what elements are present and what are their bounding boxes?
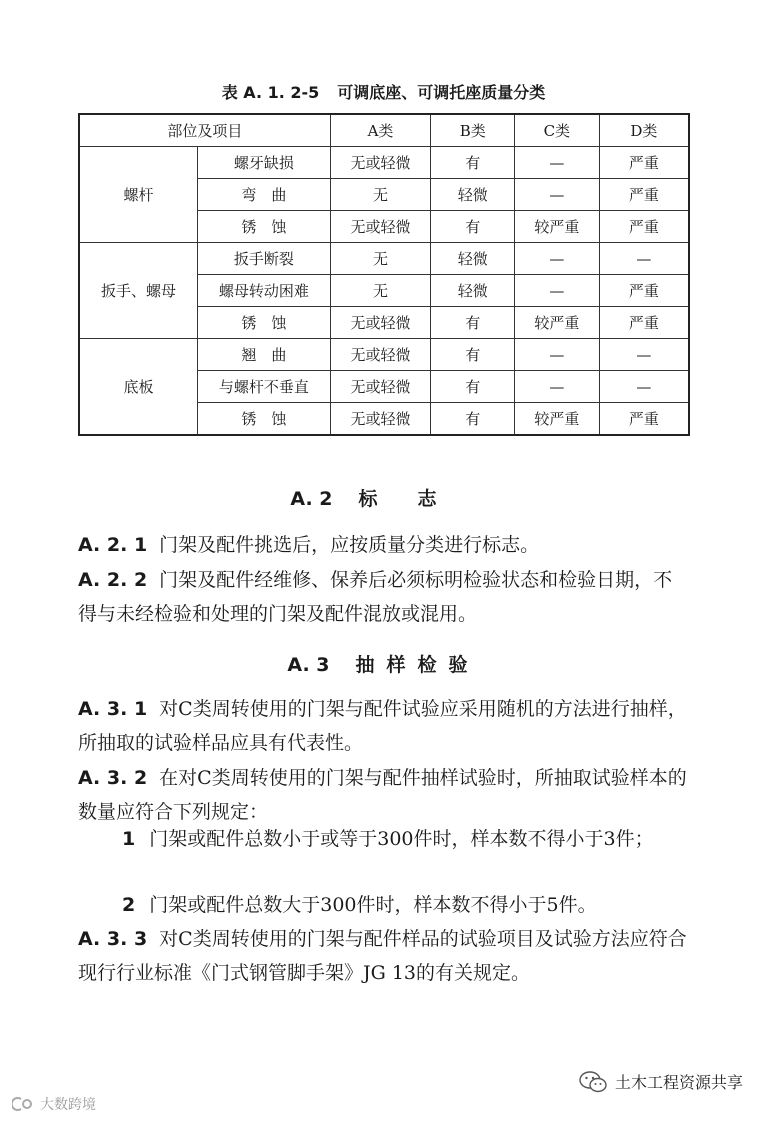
item-number: 1 [122,828,136,850]
table-row [79,339,689,371]
grade-b-cell: 有 [431,147,515,179]
grade-d-cell: — [599,371,689,403]
item-cell: 翘 曲 [198,339,331,371]
section-number: A. 2 [290,488,333,510]
grade-c-cell: — [515,275,600,307]
grade-b-cell: 轻微 [431,243,515,275]
grade-a-cell: 无或轻微 [330,403,431,436]
item-text: 门架或配件总数小于或等于300件时，样本数不得小于3件； [149,828,654,850]
table-title [0,80,767,103]
item-cell: 螺牙缺损 [198,147,331,179]
clause-text: 门架及配件经维修、保养后必须标明检验状态和检验日期，不得与未经检验和处理的门架及配件混放或混用。 [78,569,673,625]
clause-text: 对C类周转使用的门架与配件试验应采用随机的方法进行抽样，所抽取的试验样品应具有代表性。 [78,698,687,754]
clause-number: A. 3. 3 [78,928,148,950]
table-row [79,147,689,179]
clause-number: A. 3. 1 [78,698,148,720]
item-number: 2 [122,894,136,916]
grade-d-cell: 严重 [599,147,689,179]
grade-c-cell: — [515,179,600,211]
header-d: D类 [599,114,689,147]
clause-a22 [78,563,690,631]
grade-c-cell: 较严重 [515,403,600,436]
item-text: 门架或配件总数大于300件时，样本数不得小于5件。 [149,894,597,916]
corner-watermark [12,1094,96,1114]
header-c: C类 [515,114,600,147]
header-part: 部位及项目 [79,114,330,147]
grade-d-cell: 严重 [599,403,689,436]
grade-d-cell: 严重 [599,275,689,307]
clause-number: A. 2. 1 [78,534,148,556]
grade-d-cell: — [599,339,689,371]
section-number: A. 3 [287,654,330,676]
grade-a-cell: 无 [330,243,431,275]
clause-text: 对C类周转使用的门架与配件样品的试验项目及试验方法应符合现行行业标准《门式钢管脚手架》JG 13的有关规定。 [78,928,687,984]
clause-a21 [78,528,690,562]
watermark-text: 土木工程资源共享 [614,1073,743,1092]
grade-a-cell: 无 [330,275,431,307]
section-title: 抽样检验 [355,654,480,676]
grade-c-cell: — [515,147,600,179]
grade-a-cell: 无或轻微 [330,147,431,179]
table-code: 表 A. 1. 2-5 [221,83,320,102]
grade-b-cell: 有 [431,307,515,339]
header-b: B类 [431,114,515,147]
table-row [79,243,689,275]
grade-d-cell: 严重 [599,307,689,339]
list-item-1 [78,822,690,856]
clause-text: 在对C类周转使用的门架与配件抽样试验时，所抽取试验样本的数量应符合下列规定： [78,767,687,823]
item-cell: 与螺杆不垂直 [198,371,331,403]
logo-icon [12,1096,34,1112]
clause-a31 [78,692,690,760]
grade-c-cell: 较严重 [515,307,600,339]
grade-c-cell: — [515,371,600,403]
grade-a-cell: 无或轻微 [330,211,431,243]
wechat-icon [579,1071,607,1093]
part-cell: 扳手、螺母 [79,243,198,339]
item-cell: 弯 曲 [198,179,331,211]
grade-a-cell: 无 [330,179,431,211]
grade-b-cell: 有 [431,403,515,436]
section-a3-heading [0,650,767,677]
item-cell: 锈 蚀 [198,307,331,339]
item-cell: 锈 蚀 [198,403,331,436]
grade-c-cell: — [515,243,600,275]
item-cell: 螺母转动困难 [198,275,331,307]
grade-a-cell: 无或轻微 [330,371,431,403]
table-header-row [79,114,689,147]
clause-number: A. 3. 2 [78,767,148,789]
grade-b-cell: 有 [431,339,515,371]
grade-d-cell: 严重 [599,179,689,211]
grade-a-cell: 无或轻微 [330,307,431,339]
item-cell: 扳手断裂 [198,243,331,275]
item-cell: 锈 蚀 [198,211,331,243]
section-a2-heading [0,484,767,511]
section-title: 标志 [358,488,477,510]
part-cell: 螺杆 [79,147,198,243]
part-cell: 底板 [79,339,198,436]
grade-c-cell: — [515,339,600,371]
quality-table [78,113,690,436]
clause-a33 [78,922,690,990]
grade-b-cell: 有 [431,211,515,243]
clause-a32 [78,761,690,829]
watermark-text: 大数跨境 [40,1097,96,1113]
wechat-watermark [579,1070,743,1093]
clause-number: A. 2. 2 [78,569,148,591]
grade-c-cell: 较严重 [515,211,600,243]
table-caption: 可调底座、可调托座质量分类 [337,83,546,102]
list-item-2 [78,888,690,922]
grade-b-cell: 轻微 [431,179,515,211]
grade-a-cell: 无或轻微 [330,339,431,371]
clause-text: 门架及配件挑选后，应按质量分类进行标志。 [159,534,540,556]
header-a: A类 [330,114,431,147]
grade-d-cell: 严重 [599,211,689,243]
grade-b-cell: 有 [431,371,515,403]
grade-d-cell: — [599,243,689,275]
grade-b-cell: 轻微 [431,275,515,307]
